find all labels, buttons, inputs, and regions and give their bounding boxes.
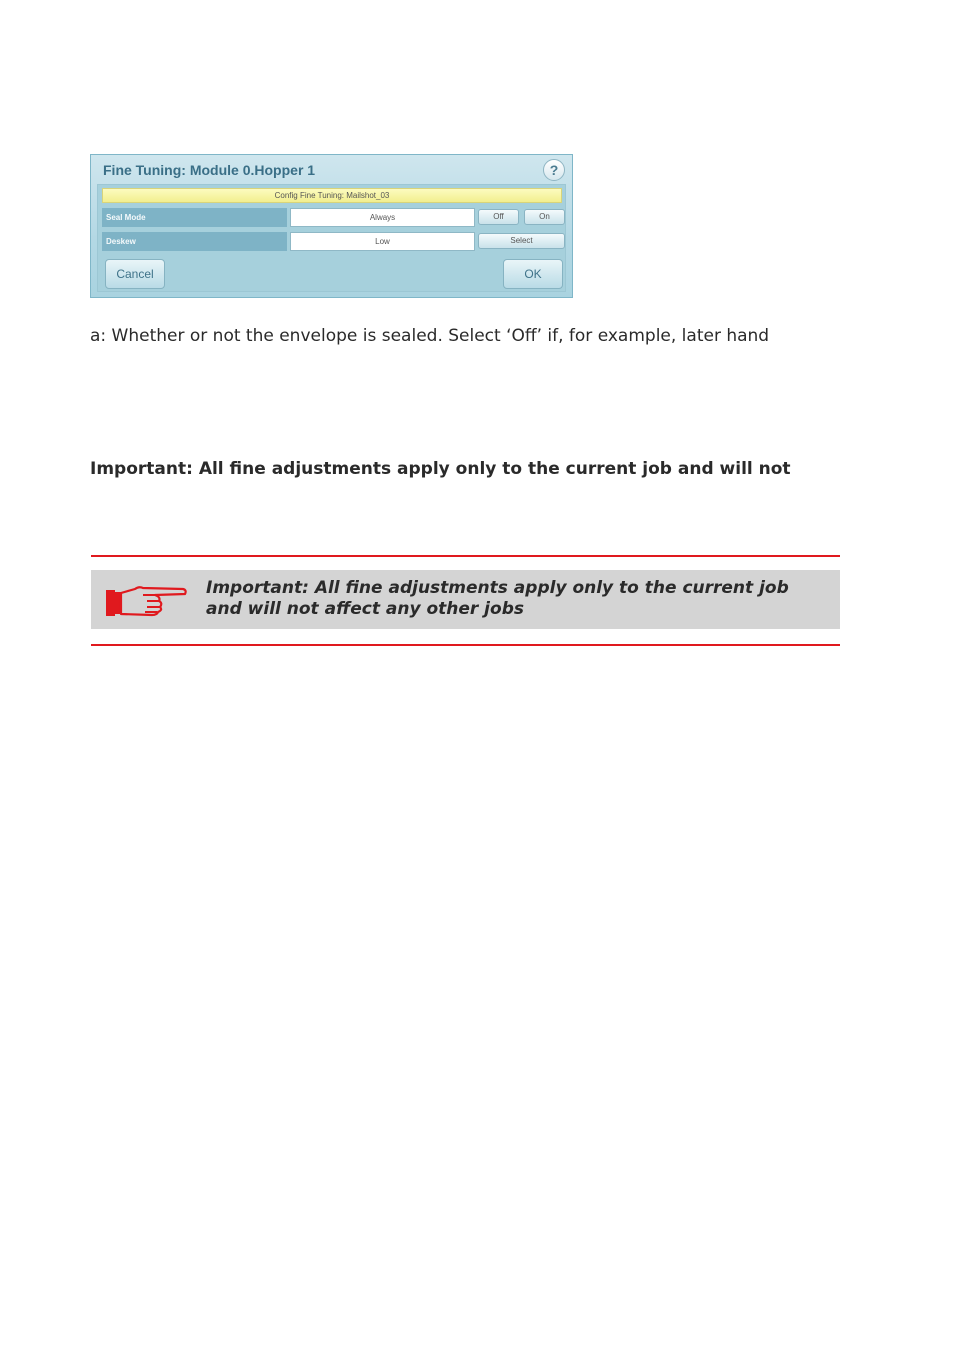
cancel-button[interactable]: Cancel xyxy=(105,259,165,289)
seal-off-button[interactable]: Off xyxy=(478,209,519,225)
deskew-value[interactable]: Low xyxy=(290,232,475,251)
top-divider xyxy=(91,555,840,557)
note-line-2: and will not affect any other jobs xyxy=(206,599,524,619)
config-bar: Config Fine Tuning: Mailshot_03 xyxy=(102,188,562,203)
ok-button[interactable]: OK xyxy=(503,259,563,289)
seal-mode-value[interactable]: Always xyxy=(290,208,475,227)
fine-tuning-dialog xyxy=(90,154,573,298)
bottom-divider xyxy=(91,644,840,646)
important-note-text xyxy=(206,578,826,620)
deskew-select-button[interactable]: Select xyxy=(478,233,565,249)
dialog-title: Fine Tuning: Module 0.Hopper 1 xyxy=(103,162,316,178)
pointing-hand-icon xyxy=(105,580,187,618)
seal-on-button[interactable]: On xyxy=(524,209,565,225)
dialog-body xyxy=(97,184,566,292)
note-line-1: Important: All fine adjustments apply only to the current job xyxy=(206,578,789,598)
deskew-label: Deskew xyxy=(102,232,287,251)
help-button[interactable]: ? xyxy=(543,159,565,181)
seal-mode-label: Seal Mode xyxy=(102,208,287,227)
important-note xyxy=(91,570,840,629)
important-line: Important: All fine adjustments apply only to the current job and will not xyxy=(90,459,791,479)
paragraph-a: a: Whether or not the envelope is sealed. Select ‘Off’ if, for example, later hand xyxy=(90,326,770,346)
